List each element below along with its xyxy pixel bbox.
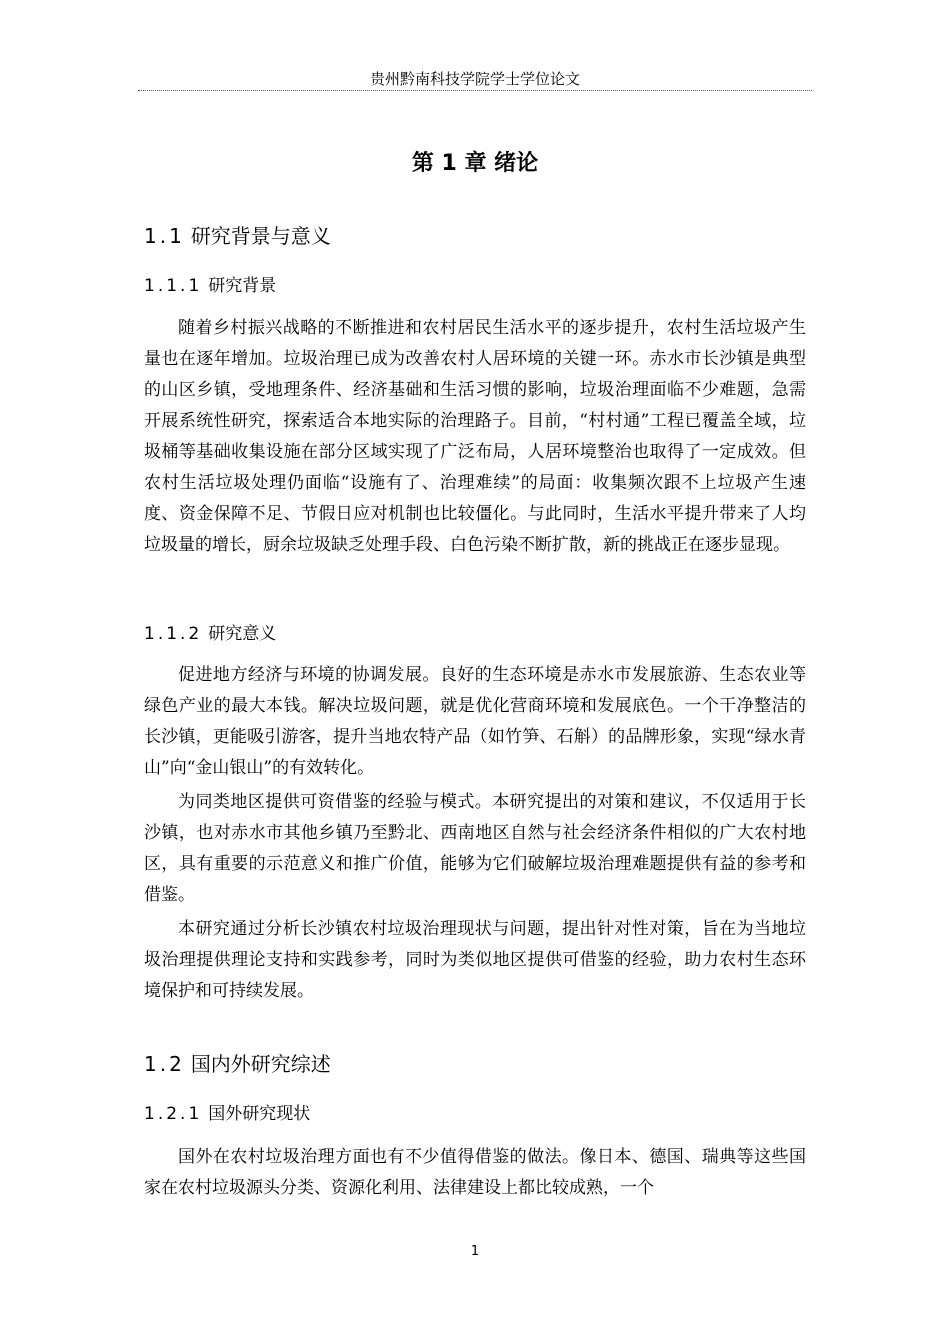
subsection-heading-1-1-1 — [144, 273, 276, 299]
section-heading-1-2 — [144, 1050, 331, 1078]
paragraph-significance-2: 为同类地区提供可资借鉴的经验与模式。本研究提出的对策和建议，不仅适用于长沙镇，也对赤水市其他乡镇乃至黔北、西南地区自然与社会经济条件相似的广大农村地区，具有重要的示范意义和推广价值，能够为它们破解垃圾治理难题提供有益的参考和借鉴。 — [144, 792, 806, 905]
subsection-number: 1.1.2 — [144, 624, 203, 644]
subsection-heading-1-1-2 — [144, 621, 276, 647]
section-heading-1-1 — [144, 222, 331, 250]
paragraph-foreign-research: 国外在农村垃圾治理方面也有不少值得借鉴的做法。像日本、德国、瑞典等这些国家在农村垃圾源头分类、资源化利用、法律建设上都比较成熟，一个 — [144, 1147, 806, 1198]
subsection-heading-1-2-1 — [144, 1101, 310, 1127]
page-number: 1 — [470, 1244, 480, 1259]
paragraph-background: 随着乡村振兴战略的不断推进和农村居民生活水平的逐步提升，农村生活垃圾产生量也在逐年增加。垃圾治理已成为改善农村人居环境的关键一环。赤水市长沙镇是典型的山区乡镇，受地理条件、经济基础和生活习惯的影响，垃圾治理面临不少难题，急需开展系统性研究，探索适合本地实际的治理路子。目前，“村村通”工程已覆盖全域，垃圾桶等基础收集设施在部分区域实现了广泛布局，人居环境整治也取得了一定成效。但农村生活垃圾处理仍面临“设施有了、治理难续”的局面：收集频次跟不上垃圾产生速度、资金保障不足、节假日应对机制也比较僵化。与此同时，生活水平提升带来了人均垃圾量的增长，厨余垃圾缺乏处理手段、白色污染不断扩散，新的挑战正在逐步显现。 — [144, 318, 806, 555]
paragraph-significance-1: 促进地方经济与环境的协调发展。良好的生态环境是赤水市发展旅游、生态农业等绿色产业的最大本钱。解决垃圾问题，就是优化营商环境和发展底色。一个干净整洁的长沙镇，更能吸引游客，提升当地农特产品（如竹笋、石斛）的品牌形象，实现“绿水青山”向“金山银山”的有效转化。 — [144, 665, 806, 778]
section-number: 1.2 — [144, 1052, 185, 1076]
header-rule — [138, 90, 812, 91]
chapter-title: 第 1 章 绪论 — [411, 151, 539, 176]
section-title: 国内外研究综述 — [190, 1052, 331, 1076]
section-title: 研究背景与意义 — [190, 224, 331, 248]
subsection-number: 1.2.1 — [144, 1104, 203, 1124]
paragraph-significance-3: 本研究通过分析长沙镇农村垃圾治理现状与问题，提出针对性对策，旨在为当地垃圾治理提供理论支持和实践参考，同时为类似地区提供可借鉴的经验，助力农村生态环境保护和可持续发展。 — [144, 919, 806, 1001]
subsection-title: 国外研究现状 — [208, 1104, 311, 1124]
subsection-number: 1.1.1 — [144, 276, 203, 296]
running-header: 贵州黔南科技学院学士学位论文 — [369, 70, 580, 88]
subsection-title: 研究意义 — [208, 624, 277, 644]
section-number: 1.1 — [144, 224, 185, 248]
subsection-title: 研究背景 — [208, 276, 277, 296]
